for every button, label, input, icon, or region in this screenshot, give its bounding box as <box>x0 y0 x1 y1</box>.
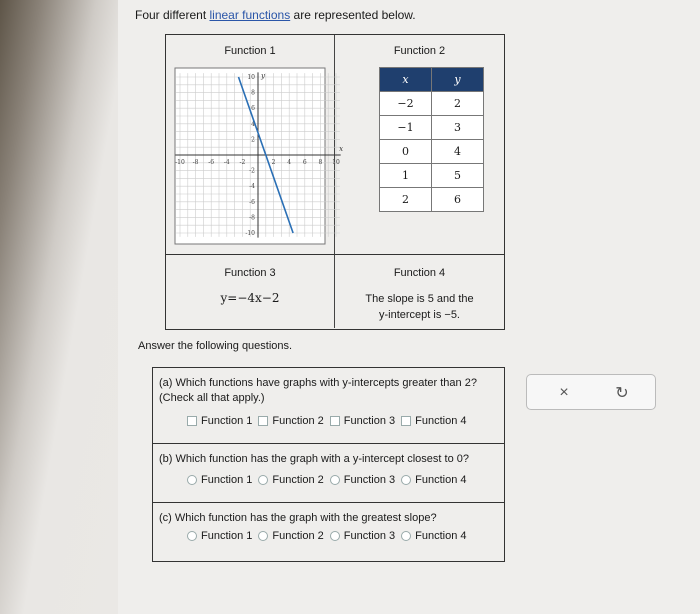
question-a-text: (a) Which functions have graphs with y-intercepts greater than 2? <box>159 377 477 389</box>
radio-icon[interactable] <box>330 531 340 541</box>
x-value: 0 <box>380 140 432 164</box>
radio-function4[interactable]: Function 4 <box>401 530 466 542</box>
y-value: 2 <box>432 92 484 116</box>
x-value: 1 <box>380 164 432 188</box>
table-row <box>380 116 484 140</box>
header-x: x <box>380 68 432 92</box>
function3-title: Function 3 <box>224 267 276 279</box>
radio-icon[interactable] <box>187 531 197 541</box>
y-tick-label: 8 <box>251 89 255 97</box>
table-row <box>380 164 484 188</box>
x-tick-label: 2 <box>271 159 276 166</box>
y-tick-label: 4 <box>251 120 255 128</box>
x-tick-label: 6 <box>302 159 307 166</box>
y-tick-label: -2 <box>249 167 255 175</box>
question-a-options <box>187 415 473 427</box>
function3-cell <box>166 255 335 328</box>
radio-function4[interactable]: Function 4 <box>401 474 466 486</box>
y-value: 5 <box>432 164 484 188</box>
checkbox-function2[interactable]: Function 2 <box>258 415 323 427</box>
functions-table <box>165 34 505 330</box>
radio-function1[interactable]: Function 1 <box>187 474 252 486</box>
function1-title: Function 1 <box>224 45 276 57</box>
radio-function2[interactable]: Function 2 <box>258 474 323 486</box>
radio-icon[interactable] <box>258 531 268 541</box>
x-value: −2 <box>380 92 432 116</box>
header-y: y <box>432 68 484 92</box>
question-c-text: (c) Which function has the graph with the greatest slope? <box>159 512 437 524</box>
function2-title: Function 2 <box>393 45 446 57</box>
x-tick-label: 8 <box>318 159 323 166</box>
function3-equation: y=−4x−2 <box>220 291 280 305</box>
y-value: 6 <box>432 188 484 212</box>
linear-functions-link[interactable]: linear functions <box>209 8 291 22</box>
y-axis-label: y <box>261 71 265 80</box>
radio-icon[interactable] <box>401 531 411 541</box>
x-value: 2 <box>380 188 432 212</box>
checkbox-function1[interactable]: Function 1 <box>187 415 252 427</box>
table-row <box>380 188 484 212</box>
function1-graph <box>174 67 344 245</box>
y-tick-label: 6 <box>251 105 255 113</box>
radio-icon[interactable] <box>401 475 411 485</box>
question-c <box>153 503 504 560</box>
x-tick-label: -6 <box>208 159 215 166</box>
radio-function3[interactable]: Function 3 <box>330 474 395 486</box>
undo-button[interactable] <box>611 382 633 404</box>
function2-cell <box>335 35 504 255</box>
y-tick-label: 2 <box>251 136 255 144</box>
radio-function1[interactable]: Function 1 <box>187 530 252 542</box>
function2-table <box>379 67 484 212</box>
radio-icon[interactable] <box>258 475 268 485</box>
question-b <box>153 444 504 503</box>
question-c-options <box>187 530 473 542</box>
answer-toolbar <box>526 374 656 410</box>
y-tick-label: -4 <box>249 183 255 191</box>
clear-button[interactable] <box>553 382 575 404</box>
answer-prompt: Answer the following questions. <box>138 340 293 352</box>
function4-description: The slope is 5 and the y-intercept is −5. <box>365 293 474 321</box>
radio-icon[interactable] <box>187 475 197 485</box>
function4-title: Function 4 <box>393 267 446 279</box>
x-axis-label: x <box>339 145 344 153</box>
checkbox-icon[interactable] <box>187 416 197 426</box>
checkbox-icon[interactable] <box>330 416 340 426</box>
intro-text: Four different linear functions are represented below. <box>135 8 416 22</box>
questions-box <box>152 367 505 562</box>
question-a-hint: (Check all that apply.) <box>159 392 265 404</box>
checkbox-function3[interactable]: Function 3 <box>330 415 395 427</box>
undo-icon: ↻ <box>615 385 629 402</box>
x-value: −1 <box>380 116 432 140</box>
table-row <box>380 92 484 116</box>
question-b-text: (b) Which function has the graph with a y-intercept closest to 0? <box>159 453 469 465</box>
function1-cell <box>166 35 344 255</box>
table-row <box>380 140 484 164</box>
y-tick-label: -6 <box>249 198 255 206</box>
y-tick-label: -10 <box>245 230 255 237</box>
x-tick-label: -4 <box>223 159 230 166</box>
close-icon: × <box>559 384 569 401</box>
y-value: 3 <box>432 116 484 140</box>
y-value: 4 <box>432 140 484 164</box>
y-tick-label: 10 <box>247 74 255 81</box>
radio-function3[interactable]: Function 3 <box>330 530 395 542</box>
x-tick-label: 4 <box>287 159 292 166</box>
x-tick-label: -8 <box>192 159 199 166</box>
radio-icon[interactable] <box>330 475 340 485</box>
x-tick-label: -2 <box>239 159 246 166</box>
x-tick-label: 10 <box>332 159 340 166</box>
checkbox-icon[interactable] <box>258 416 268 426</box>
function4-cell <box>335 255 504 328</box>
checkbox-function4[interactable]: Function 4 <box>401 415 466 427</box>
question-b-options <box>187 474 473 486</box>
question-a <box>153 368 504 444</box>
checkbox-icon[interactable] <box>401 416 411 426</box>
y-tick-label: -8 <box>249 214 255 222</box>
radio-function2[interactable]: Function 2 <box>258 530 323 542</box>
x-tick-label: -10 <box>175 159 185 166</box>
